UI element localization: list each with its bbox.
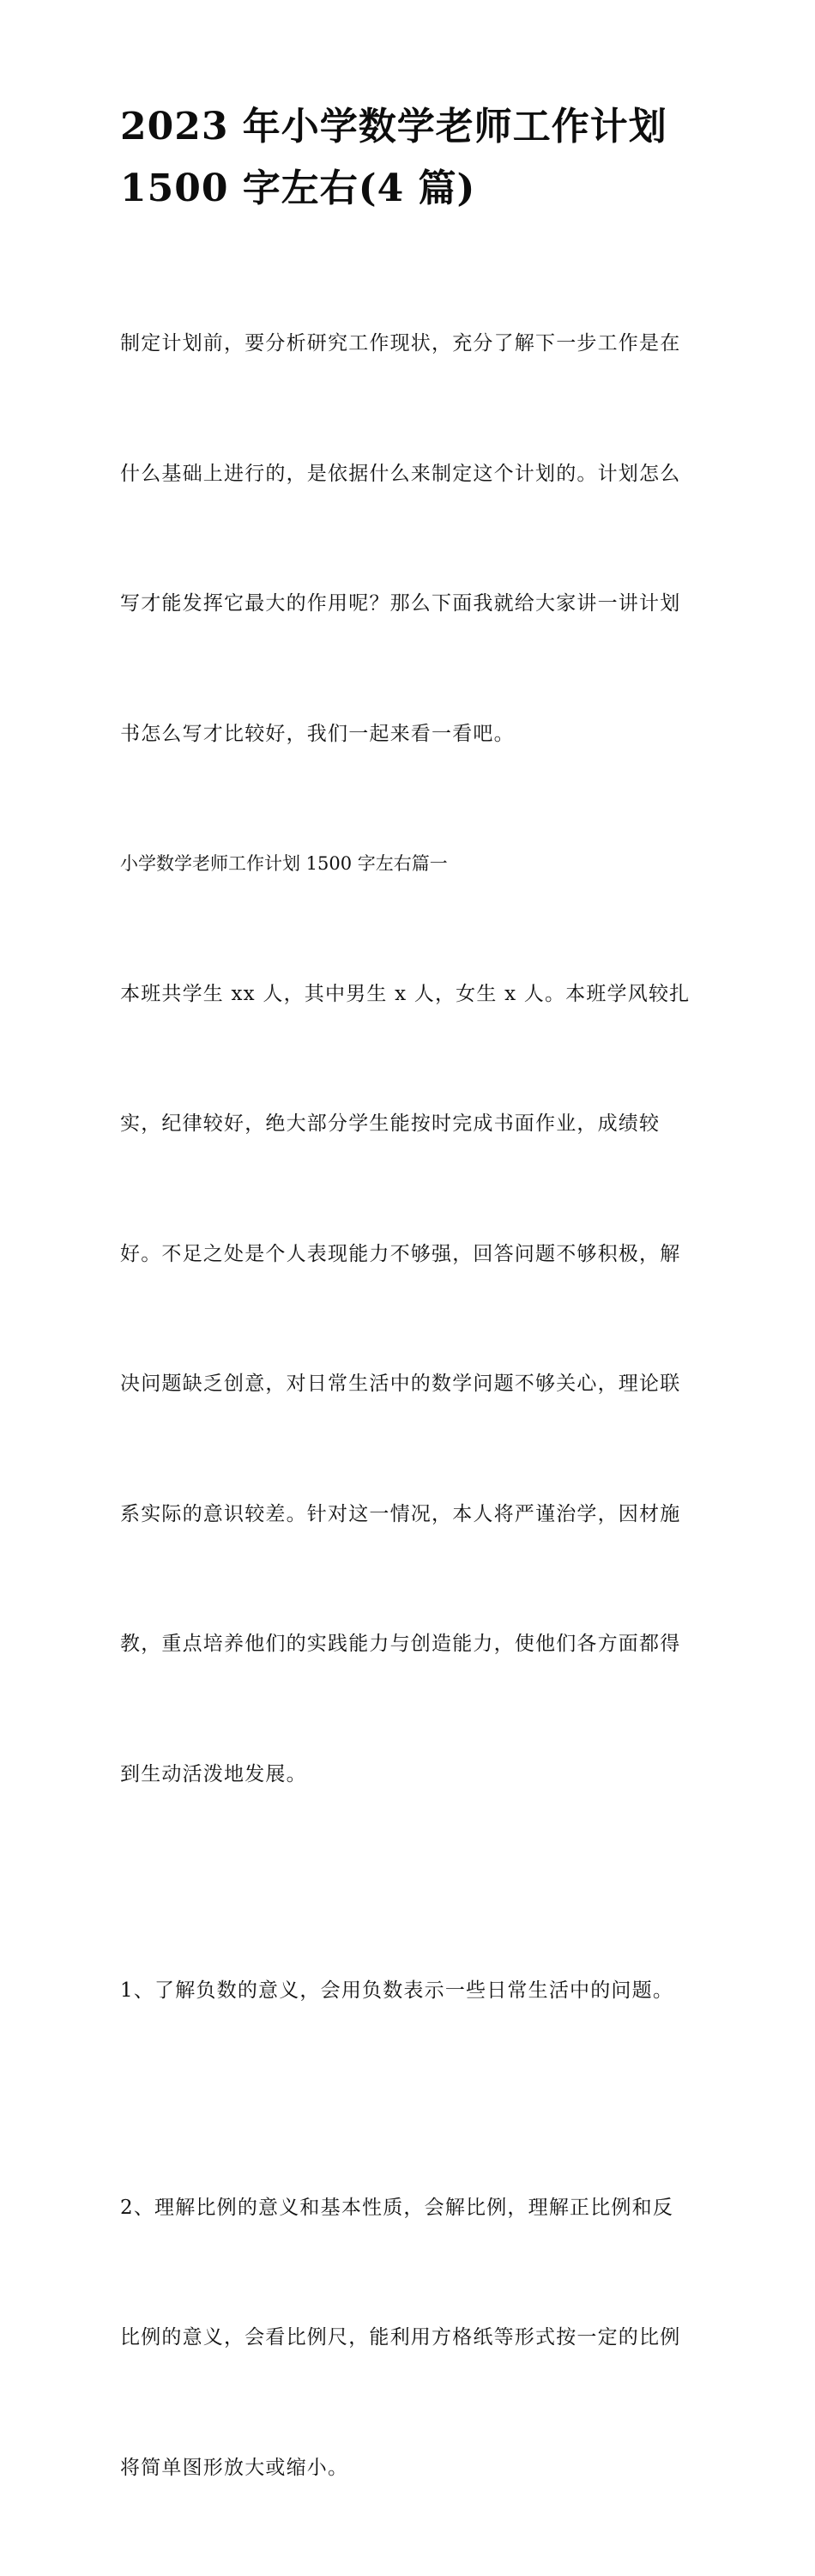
text-line: 系实际的意识较差。针对这一情况，本人将严谨治学，因材施 bbox=[120, 1493, 697, 1537]
text-line: 实，纪律较好，绝大部分学生能按时完成书面作业，成绩较 bbox=[120, 1102, 697, 1146]
title-line: 2023 年小学数学老师工作计划 bbox=[120, 96, 697, 158]
text-line: 本班共学生 xx 人，其中男生 x 人，女生 x 人。本班学风较扎 bbox=[120, 973, 697, 1016]
section-heading: 小学数学老师工作计划 1500 字左右篇一 bbox=[120, 842, 697, 886]
document-title bbox=[120, 96, 697, 220]
intro-paragraph bbox=[120, 235, 697, 842]
title-line: 1500 字左右(4 篇) bbox=[120, 158, 697, 220]
document-page bbox=[120, 96, 697, 2576]
class-analysis-paragraph bbox=[120, 886, 697, 1883]
text-line: 决问题缺乏创意，对日常生活中的数学问题不够关心，理论联 bbox=[120, 1362, 697, 1406]
text-line: 写才能发挥它最大的作用呢？那么下面我就给大家讲一讲计划 bbox=[120, 582, 697, 626]
text-line: 到生动活泼地发展。 bbox=[120, 1753, 697, 1797]
list-item-2 bbox=[120, 2100, 697, 2576]
text-line: 1、了解负数的意义，会用负数表示一些日常生活中的问题。 bbox=[120, 1969, 697, 2013]
list-item-1 bbox=[120, 1882, 697, 2100]
text-line: 制定计划前，要分析研究工作现状，充分了解下一步工作是在 bbox=[120, 322, 697, 366]
text-line: 教，重点培养他们的实践能力与创造能力，使他们各方面都得 bbox=[120, 1622, 697, 1666]
text-line: 2、理解比例的意义和基本性质，会解比例，理解正比例和反 bbox=[120, 2186, 697, 2230]
text-line: 好。不足之处是个人表现能力不够强，回答问题不够积极，解 bbox=[120, 1233, 697, 1276]
text-line: 书怎么写才比较好，我们一起来看一看吧。 bbox=[120, 712, 697, 756]
text-line: 将简单图形放大或缩小。 bbox=[120, 2446, 697, 2490]
text-line: 比例的意义，会看比例尺，能利用方格纸等形式按一定的比例 bbox=[120, 2316, 697, 2360]
text-line: 什么基础上进行的，是依据什么来制定这个计划的。计划怎么 bbox=[120, 452, 697, 496]
